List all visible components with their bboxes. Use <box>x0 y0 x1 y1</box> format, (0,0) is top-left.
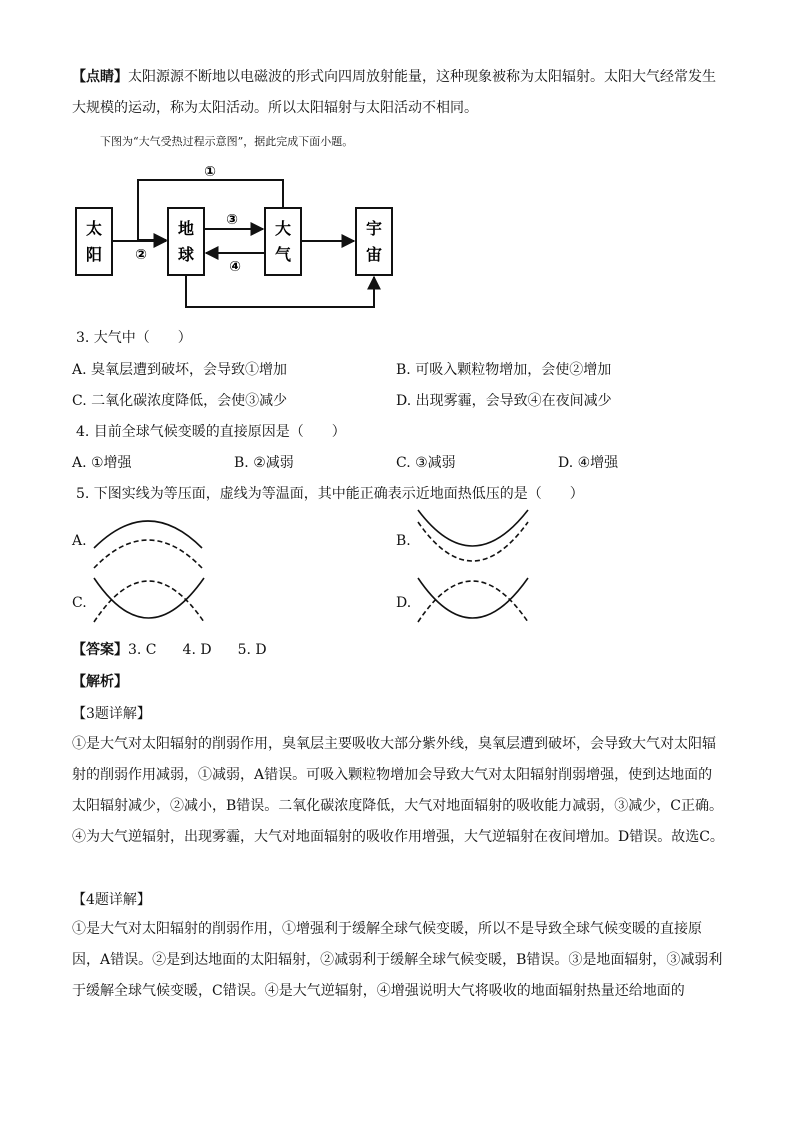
intro-paragraph <box>72 62 724 124</box>
intro-text: 太阳源源不断地以电磁波的形式向四周放射能量，这种现象被称为太阳辐射。太阳大气经常发生大规模的运动，称为太阳活动。所以太阳辐射与太阳活动不相同。 <box>72 69 716 116</box>
q3-option-d: D. 出现雾霾，会导致④在夜间减少 <box>396 393 612 409</box>
sun-char-2: 阳 <box>85 245 103 264</box>
figure-caption: 下图为“大气受热过程示意图”，据此完成下面小题。 <box>100 135 354 148</box>
label-3: ③ <box>226 212 238 228</box>
q3-stem: 3. 大气中（ ） <box>76 330 192 346</box>
answer-tag: 【答案】 <box>72 642 128 658</box>
answer-q3: 3. C <box>128 642 157 658</box>
q5-option-d: D. <box>396 595 412 611</box>
q5-stem: 5. 下图实线为等压面，虚线为等温面，其中能正确表示近地面热低压的是（ ） <box>76 486 584 502</box>
label-1: ① <box>204 164 216 180</box>
earth-char-2: 球 <box>177 245 195 264</box>
atmosphere-char-2: 气 <box>274 245 292 264</box>
atmosphere-char-1: 大 <box>274 219 292 238</box>
arrow-1 <box>138 180 283 240</box>
q3-option-b: B. 可吸入颗粒物增加，会使②增加 <box>396 362 612 378</box>
q4-option-c: C. ③减弱 <box>396 455 456 471</box>
q5-figure-c <box>90 572 210 628</box>
q5-figure-a <box>90 506 210 572</box>
universe-char-1: 宇 <box>365 219 383 238</box>
q5-figure-d <box>414 572 534 628</box>
q4-option-a: A. ①增强 <box>72 455 132 471</box>
label-2: ② <box>135 247 147 263</box>
arrow-earth-universe <box>186 275 374 307</box>
sun-char-1: 太 <box>85 219 103 238</box>
answer-q4: 4. D <box>182 642 212 658</box>
detail3-tag: 【3题详解】 <box>72 706 151 722</box>
q5-figure-b <box>414 506 534 572</box>
q5-option-c: C. <box>72 595 87 611</box>
answer-q5: 5. D <box>237 642 267 658</box>
detail4-text: ①是大气对太阳辐射的削弱作用，①增强利于缓解全球气候变暖，所以不是导致全球气候变暖的直接原因，A错误。②是到达地面的太阳辐射，②减弱利于缓解全球气候变暖，B错误。③是地面辐射，③减弱利于缓解全球气候变暖，C错误。④是大气逆辐射，④增强说明大气将吸收的地面辐射热量还给地面的 <box>72 921 723 999</box>
q3-option-c: C. 二氧化碳浓度降低，会使③减少 <box>72 393 288 409</box>
universe-char-2: 宙 <box>365 245 383 264</box>
detail3-text: ①是大气对太阳辐射的削弱作用，臭氧层主要吸收大部分紫外线，臭氧层遭到破坏，会导致大气对太阳辐射的削弱作用减弱，①减弱，A错误。可吸入颗粒物增加会导致大气对太阳辐射削弱增强，使到达地面的太阳辐射减少，②减小，B错误。二氧化碳浓度降低，大气对地面辐射的吸收能力减弱，③减少，C正确。④为大气逆辐射，出现雾霾，大气对地面辐射的吸收作用增强，大气逆辐射在夜间增加。D错误。故选C。 <box>72 736 724 845</box>
intro-tag: 【点睛】 <box>72 69 128 85</box>
analysis-tag: 【解析】 <box>72 674 128 690</box>
q5-option-a: A. <box>72 533 87 549</box>
label-4: ④ <box>229 259 241 275</box>
answer-line <box>72 639 267 659</box>
q3-option-a: A. 臭氧层遭到破坏，会导致①增加 <box>72 362 288 378</box>
q5-option-b: B. <box>396 533 411 549</box>
q4-stem: 4. 目前全球气候变暖的直接原因是（ ） <box>76 424 346 440</box>
q4-option-d: D. ④增强 <box>558 455 619 471</box>
detail4-tag: 【4题详解】 <box>72 892 151 908</box>
q4-option-b: B. ②减弱 <box>234 455 294 471</box>
atmosphere-heating-diagram <box>70 158 410 318</box>
earth-char-1: 地 <box>177 219 195 238</box>
